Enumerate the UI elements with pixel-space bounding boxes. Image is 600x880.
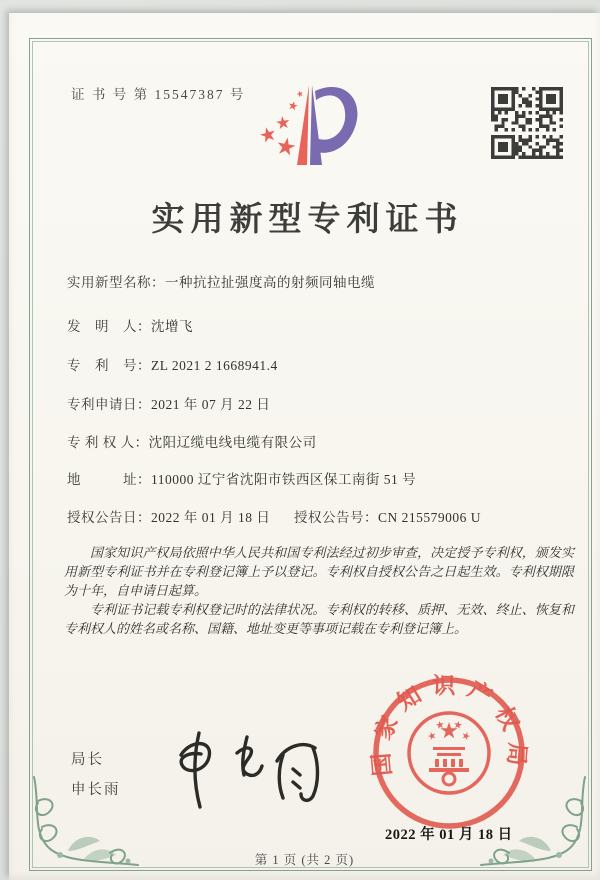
- legal-text: [64, 543, 574, 638]
- certificate-page: [9, 13, 600, 880]
- field-address: [67, 468, 416, 488]
- field-label: 专利申请日：: [67, 397, 151, 412]
- director-signature-icon: [167, 723, 332, 821]
- field-label: 授权公告日：: [67, 510, 151, 525]
- field-label: 专 利 权 人：: [67, 435, 149, 450]
- field-value: 一种抗拉扯强度高的射频同轴电缆: [165, 275, 375, 290]
- field-value: 2021 年 07 月 22 日: [151, 397, 271, 412]
- field-label: 地 址：: [67, 472, 151, 487]
- field-label: 发 明 人：: [67, 319, 151, 334]
- field-grant-row: [67, 506, 482, 526]
- field-value: 沈阳辽缆电线电缆有限公司: [148, 435, 317, 450]
- director-title: 局长: [71, 752, 104, 768]
- legal-paragraph-2: 专利证书记载专利权登记时的法律状况。专利权的转移、质押、无效、终止、恢复和专利权人的姓名或名称、国籍、地址变更等事项记载在专利登记簿上。: [64, 602, 574, 636]
- field-label: 授权公告号：: [294, 510, 378, 525]
- field-value: 2022 年 01 月 18 日: [151, 510, 271, 525]
- field-inventor: [67, 315, 193, 335]
- legal-paragraph-1: 国家知识产权局依照中华人民共和国专利法经过初步审查，决定授予专利权，颁发实用新型专利证书并在专利登记簿上予以登记。专利权自授权公告之日起生效。专利权期限为十年，自申请日起算。: [64, 545, 574, 598]
- seal-date: 2022 年 01 月 18 日: [385, 827, 513, 843]
- field-grant-number: [294, 506, 481, 526]
- field-value: 沈增飞: [151, 319, 193, 334]
- field-application-date: [67, 393, 270, 413]
- certificate-title: 实用新型专利证书: [151, 202, 464, 238]
- field-value: ZL 2021 2 1668941.4: [151, 358, 278, 373]
- field-value: 110000 辽宁省沈阳市铁西区保工南街 51 号: [151, 472, 417, 487]
- field-label: 实用新型名称：: [67, 275, 165, 290]
- field-value: CN 215579006 U: [378, 510, 482, 525]
- certificate-number: 证 书 号 第 15547387 号: [71, 87, 246, 102]
- field-grant-date: [67, 510, 270, 525]
- field-utility-model-name: [67, 271, 375, 291]
- page-number: 第 1 页 (共 2 页): [254, 853, 355, 867]
- seal-ring-text: 国家知识产权局: [369, 673, 529, 777]
- cnipa-logo-icon: [242, 73, 376, 179]
- field-label: 专 利 号：: [67, 358, 151, 373]
- director-name: 申长雨: [71, 782, 121, 798]
- field-patent-number: [67, 354, 278, 374]
- qr-code-icon: [491, 87, 563, 159]
- field-patentee: [67, 431, 317, 451]
